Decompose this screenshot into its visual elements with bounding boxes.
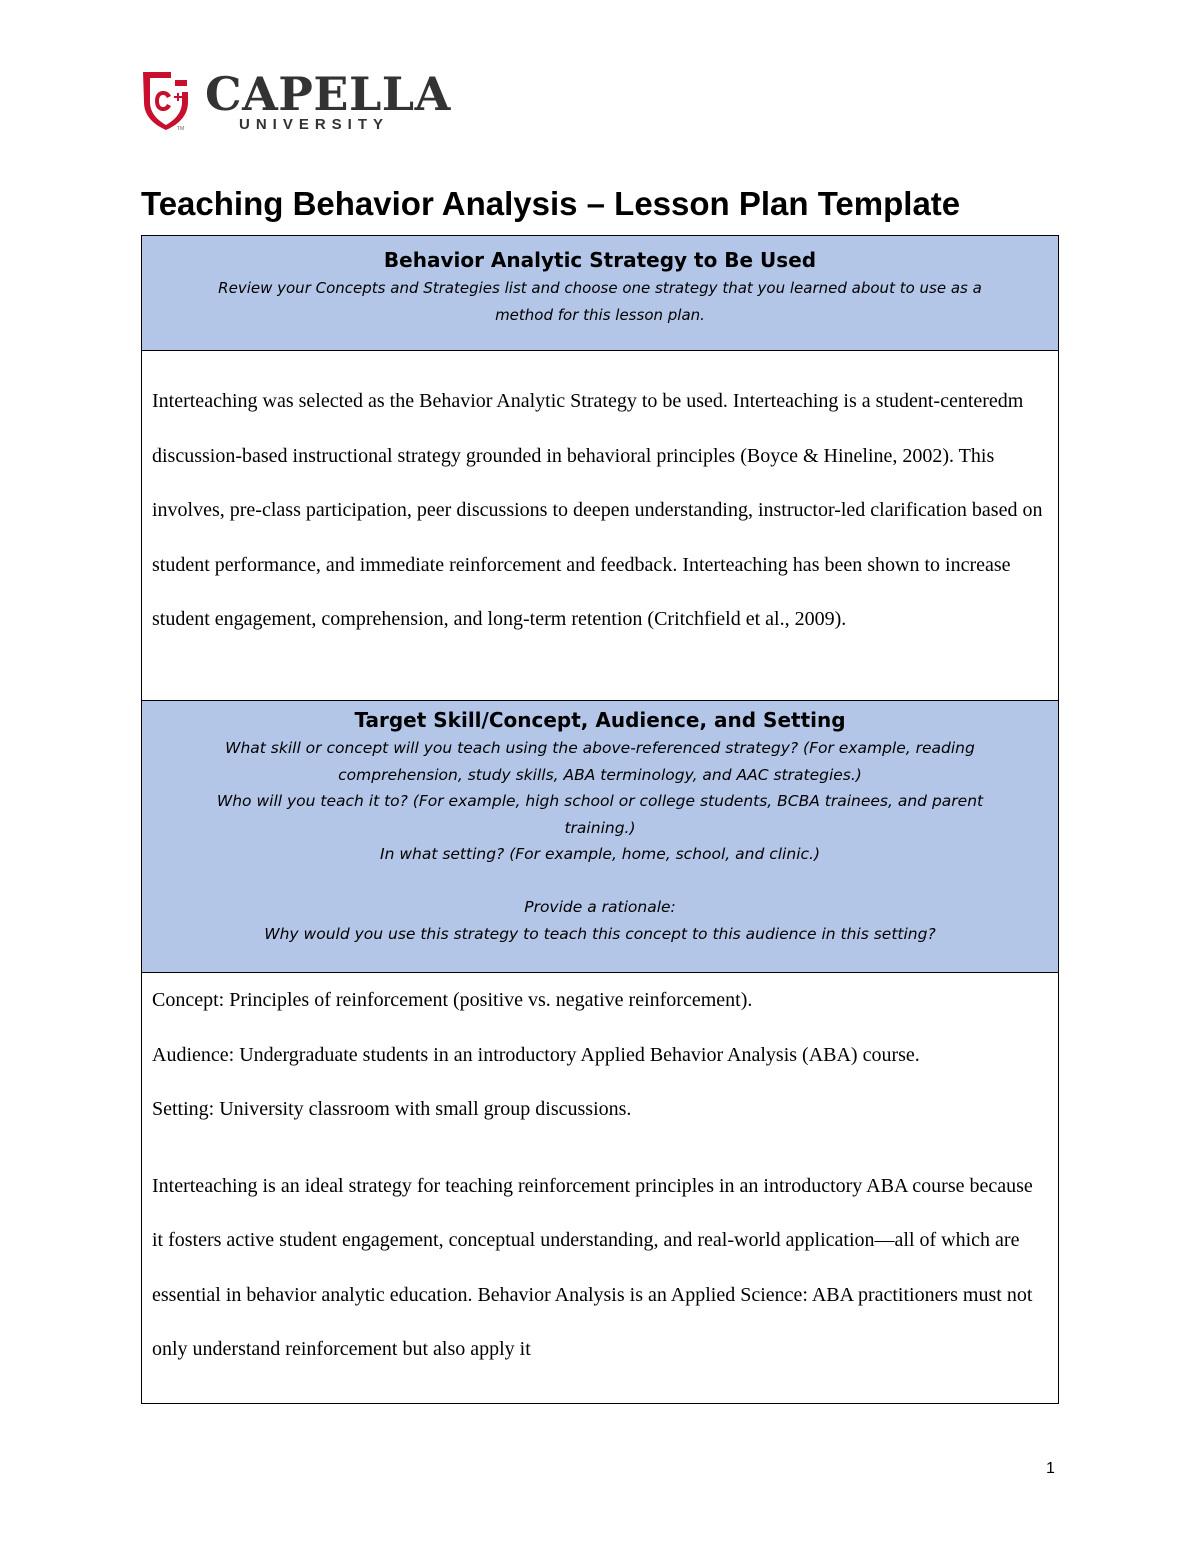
document-title: Teaching Behavior Analysis – Lesson Plan Template — [141, 185, 961, 222]
section-header-strategy — [142, 236, 1058, 351]
section-instruction: method for this lesson plan. — [495, 306, 705, 324]
section-heading: Behavior Analytic Strategy to Be Used — [383, 248, 817, 272]
section-instruction: Why would you use this strategy to teach this concept to this audience in this setting? — [264, 924, 936, 943]
section-instruction: training.) — [564, 818, 636, 837]
logo-name: CAPELLA — [205, 67, 451, 121]
response-cell-strategy[interactable] — [142, 351, 1058, 701]
response-text: Interteaching was selected as the Behavior Analytic Strategy to be used. Interteaching is a student-centeredm discussion-based instructional strategy grounded in behavioral principles (Boyce & Hineline, 2002). This involves, pre-class participation, peer discussions to deepen understanding, instructor-led clarification based on student performance, and immediate reinforcement and feedback. Interteaching has been shown to increase student engagement, comprehension, and long-term retention (Critchfield et al., 2009). — [152, 390, 1043, 630]
section-instruction: Who will you teach it to? (For example, high school or college students, BCBA trainees, and parent — [216, 792, 984, 810]
logo-subtitle: UNIVERSITY — [239, 116, 390, 133]
section-header-target-skill — [142, 701, 1058, 973]
lesson-plan-table — [141, 235, 1059, 1404]
section-instruction: Provide a rationale: — [524, 898, 676, 916]
shield-icon — [141, 68, 191, 132]
section-instruction: Review your Concepts and Strategies list and choose one strategy that you learned about to use as a — [218, 279, 982, 297]
page-number: 1 — [1046, 1460, 1055, 1477]
section-instruction: In what setting? (For example, home, school, and clinic.) — [380, 845, 820, 863]
response-setting: Setting: University classroom with small group discussions. — [152, 1098, 632, 1120]
response-concept: Concept: Principles of reinforcement (positive vs. negative reinforcement). — [152, 989, 753, 1011]
section-instruction: comprehension, study skills, ABA terminology, and AAC strategies.) — [338, 765, 862, 784]
response-rationale: Interteaching is an ideal strategy for teaching reinforcement principles in an introductory ABA course because it fosters active student engagement, conceptual understanding, and real-world application—all of which are essential in behavior analytic education. Behavior Analysis is an Applied Science: ABA practitioners must not only understand reinforcement but also apply it — [152, 1174, 1033, 1360]
section-instruction: What skill or concept will you teach using the above-referenced strategy? (For example, reading — [225, 739, 975, 757]
response-cell-target-skill[interactable] — [142, 973, 1058, 1404]
trademark-mark: TM — [177, 126, 185, 132]
section-instruction-blank — [142, 868, 1058, 895]
section-heading: Target Skill/Concept, Audience, and Setting — [354, 708, 846, 732]
response-audience: Audience: Undergraduate students in an introductory Applied Behavior Analysis (ABA) course. — [152, 1043, 920, 1066]
capella-logo — [141, 67, 451, 134]
